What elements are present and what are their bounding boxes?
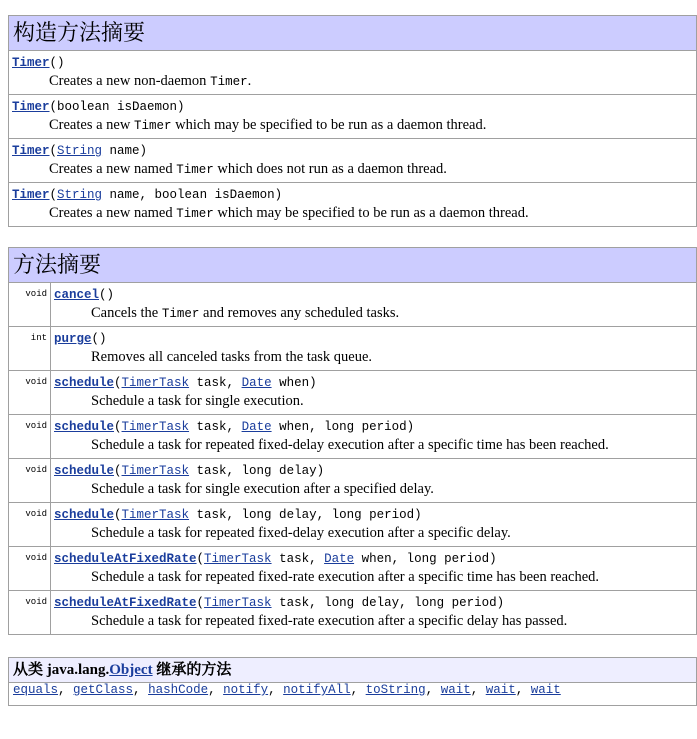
description-text: Schedule a task for repeated fixed-delay execution after a specific time has been reached. <box>91 437 609 453</box>
separator: , <box>268 683 284 697</box>
constructor-row <box>9 95 697 139</box>
type-link-timertask[interactable]: TimerTask <box>121 420 190 434</box>
description-text: Schedule a task for single execution after a specified delay. <box>91 481 434 497</box>
constructor-cell <box>9 95 697 139</box>
method-row <box>9 591 697 635</box>
description-text: Creates a new named <box>49 205 177 221</box>
signature-params: () <box>49 56 65 70</box>
constructor-row <box>9 183 697 227</box>
return-type: void <box>9 503 51 547</box>
description-text: Cancels the <box>91 305 162 321</box>
description-text: and removes any scheduled tasks. <box>199 305 400 321</box>
description-text: which may be specified to be run as a daemon thread. <box>213 205 529 221</box>
method-cell <box>51 591 697 635</box>
method-description <box>51 567 696 586</box>
type-link-timertask[interactable]: TimerTask <box>121 508 190 522</box>
inherited-prefix: 从类 java.lang. <box>13 662 110 678</box>
separator: , <box>208 683 224 697</box>
method-cell <box>51 503 697 547</box>
separator: , <box>133 683 149 697</box>
return-type: void <box>9 415 51 459</box>
method-description <box>51 303 696 323</box>
description-code: Timer <box>176 207 214 221</box>
method-row <box>9 415 697 459</box>
signature-params: ( <box>114 464 122 478</box>
separator: , <box>425 683 441 697</box>
method-signature <box>51 371 696 391</box>
method-signature <box>51 503 696 523</box>
separator: , <box>350 683 366 697</box>
constructor-cell <box>9 51 697 95</box>
description-text: Schedule a task for repeated fixed-rate execution after a specific time has been reached. <box>91 569 600 585</box>
constructor-cell <box>9 183 697 227</box>
type-link-timertask[interactable]: TimerTask <box>121 376 190 390</box>
method-signature <box>51 547 696 567</box>
type-link-string[interactable]: String <box>57 188 103 202</box>
method-row <box>9 503 697 547</box>
inherited-methods-list <box>9 683 697 706</box>
method-row <box>9 371 697 415</box>
description-code: Timer <box>210 75 248 89</box>
constructor-link[interactable]: Timer <box>12 100 50 114</box>
signature-params: ( <box>49 188 58 202</box>
inherited-method-link[interactable]: wait <box>485 683 516 697</box>
constructor-cell <box>9 139 697 183</box>
signature-params: name) <box>102 144 148 158</box>
method-link-schedule[interactable]: schedule <box>54 464 115 478</box>
constructor-summary-heading: 构造方法摘要 <box>9 16 697 51</box>
constructor-description <box>9 71 696 91</box>
method-link-purge[interactable]: purge <box>54 332 92 346</box>
type-link-timertask[interactable]: TimerTask <box>204 552 272 566</box>
method-link-schedule[interactable]: schedule <box>54 420 115 434</box>
method-summary-heading: 方法摘要 <box>9 248 697 283</box>
method-signature <box>51 459 696 479</box>
description-text: Creates a new named <box>49 161 177 177</box>
signature-params: ( <box>49 144 58 158</box>
signature-params: when, long period) <box>354 552 497 566</box>
constructor-signature <box>9 183 696 203</box>
description-text: which may be specified to be run as a daemon thread. <box>171 117 487 133</box>
type-link-string[interactable]: String <box>57 144 103 158</box>
separator: , <box>515 683 531 697</box>
constructor-signature <box>9 139 696 159</box>
inherited-method-link[interactable]: notify <box>223 683 269 697</box>
inherited-method-link[interactable]: getClass <box>73 683 134 697</box>
signature-params: ( <box>196 552 205 566</box>
method-description <box>51 611 696 630</box>
description-code: Timer <box>161 307 200 321</box>
method-row <box>9 283 697 327</box>
signature-params: (boolean isDaemon) <box>49 100 185 114</box>
description-text: Removes all canceled tasks from the task queue. <box>91 349 373 365</box>
method-description <box>51 435 696 454</box>
inherited-method-link[interactable]: toString <box>365 683 426 697</box>
constructor-summary-table <box>8 15 697 227</box>
signature-params: task, <box>271 552 325 566</box>
signature-params: ( <box>114 508 122 522</box>
api-doc <box>8 15 697 706</box>
separator: , <box>470 683 486 697</box>
method-cell <box>51 459 697 503</box>
description-text: Schedule a task for repeated fixed-delay execution after a specific delay. <box>91 525 511 541</box>
method-link-schedule[interactable]: schedule <box>54 508 115 522</box>
constructor-link[interactable]: Timer <box>12 56 50 70</box>
inherited-method-link[interactable]: wait <box>440 683 471 697</box>
constructor-signature <box>9 95 696 115</box>
separator: , <box>58 683 74 697</box>
description-text: Schedule a task for repeated fixed-rate execution after a specific delay has passed. <box>91 613 568 629</box>
method-signature <box>51 283 696 303</box>
method-cell <box>51 547 697 591</box>
signature-params: () <box>91 332 107 346</box>
description-text: . <box>247 73 252 89</box>
method-cell <box>51 371 697 415</box>
signature-params: task, long delay, long period) <box>271 596 505 610</box>
inherited-method-link[interactable]: wait <box>530 683 561 697</box>
signature-params: task, <box>189 376 242 390</box>
description-text: which does not run as a daemon thread. <box>213 161 447 177</box>
method-link-scheduleAtFixedRate[interactable]: scheduleAtFixedRate <box>54 552 197 566</box>
method-description <box>51 479 696 498</box>
method-cell <box>51 415 697 459</box>
method-link-schedule[interactable]: schedule <box>54 376 115 390</box>
signature-params: ( <box>114 376 122 390</box>
signature-params: () <box>99 288 115 302</box>
return-type: void <box>9 371 51 415</box>
signature-params: when, long period) <box>271 420 415 434</box>
inherited-method-link[interactable]: hashCode <box>148 683 209 697</box>
constructor-description <box>9 159 696 179</box>
method-summary-table <box>8 247 697 635</box>
constructor-link[interactable]: Timer <box>12 188 50 202</box>
return-type: void <box>9 547 51 591</box>
constructor-signature <box>9 51 696 71</box>
signature-params: task, long delay) <box>189 464 325 478</box>
method-signature <box>51 415 696 435</box>
type-link-date[interactable]: Date <box>241 376 272 390</box>
method-link-cancel[interactable]: cancel <box>54 288 100 302</box>
signature-params: name, boolean isDaemon) <box>102 188 283 202</box>
constructor-row <box>9 51 697 95</box>
description-text: Creates a new <box>49 117 134 133</box>
signature-params: when) <box>271 376 317 390</box>
signature-params: ( <box>196 596 205 610</box>
type-link-date[interactable]: Date <box>241 420 272 434</box>
method-row <box>9 327 697 371</box>
method-description <box>51 391 696 410</box>
description-code: Timer <box>133 119 172 133</box>
constructor-link[interactable]: Timer <box>12 144 50 158</box>
constructor-row <box>9 139 697 183</box>
signature-params: ( <box>114 420 122 434</box>
constructor-description <box>9 115 696 135</box>
return-type: void <box>9 591 51 635</box>
description-text: Creates a new non-daemon <box>49 73 211 89</box>
inherited-method-link[interactable]: equals <box>13 683 59 697</box>
method-row <box>9 459 697 503</box>
type-link-date[interactable]: Date <box>324 552 355 566</box>
signature-params: task, long delay, long period) <box>189 508 422 522</box>
method-signature <box>51 327 696 347</box>
method-description <box>51 523 696 542</box>
description-text: Schedule a task for single execution. <box>91 393 304 409</box>
description-code: Timer <box>176 163 214 177</box>
type-link-timertask[interactable]: TimerTask <box>204 596 272 610</box>
inherited-suffix: 继承的方法 <box>152 662 232 678</box>
inherited-method-link[interactable]: notifyAll <box>283 683 351 697</box>
return-type: void <box>9 283 51 327</box>
constructor-description <box>9 203 696 223</box>
method-signature <box>51 591 696 611</box>
method-description <box>51 347 696 366</box>
method-cell <box>51 283 697 327</box>
return-type: int <box>9 327 51 371</box>
method-link-scheduleAtFixedRate[interactable]: scheduleAtFixedRate <box>54 596 197 610</box>
object-class-link[interactable]: Object <box>109 662 153 678</box>
method-row <box>9 547 697 591</box>
signature-params: task, <box>189 420 242 434</box>
method-cell <box>51 327 697 371</box>
inherited-methods-heading <box>9 658 697 683</box>
inherited-methods-table <box>8 657 697 706</box>
return-type: void <box>9 459 51 503</box>
type-link-timertask[interactable]: TimerTask <box>121 464 190 478</box>
